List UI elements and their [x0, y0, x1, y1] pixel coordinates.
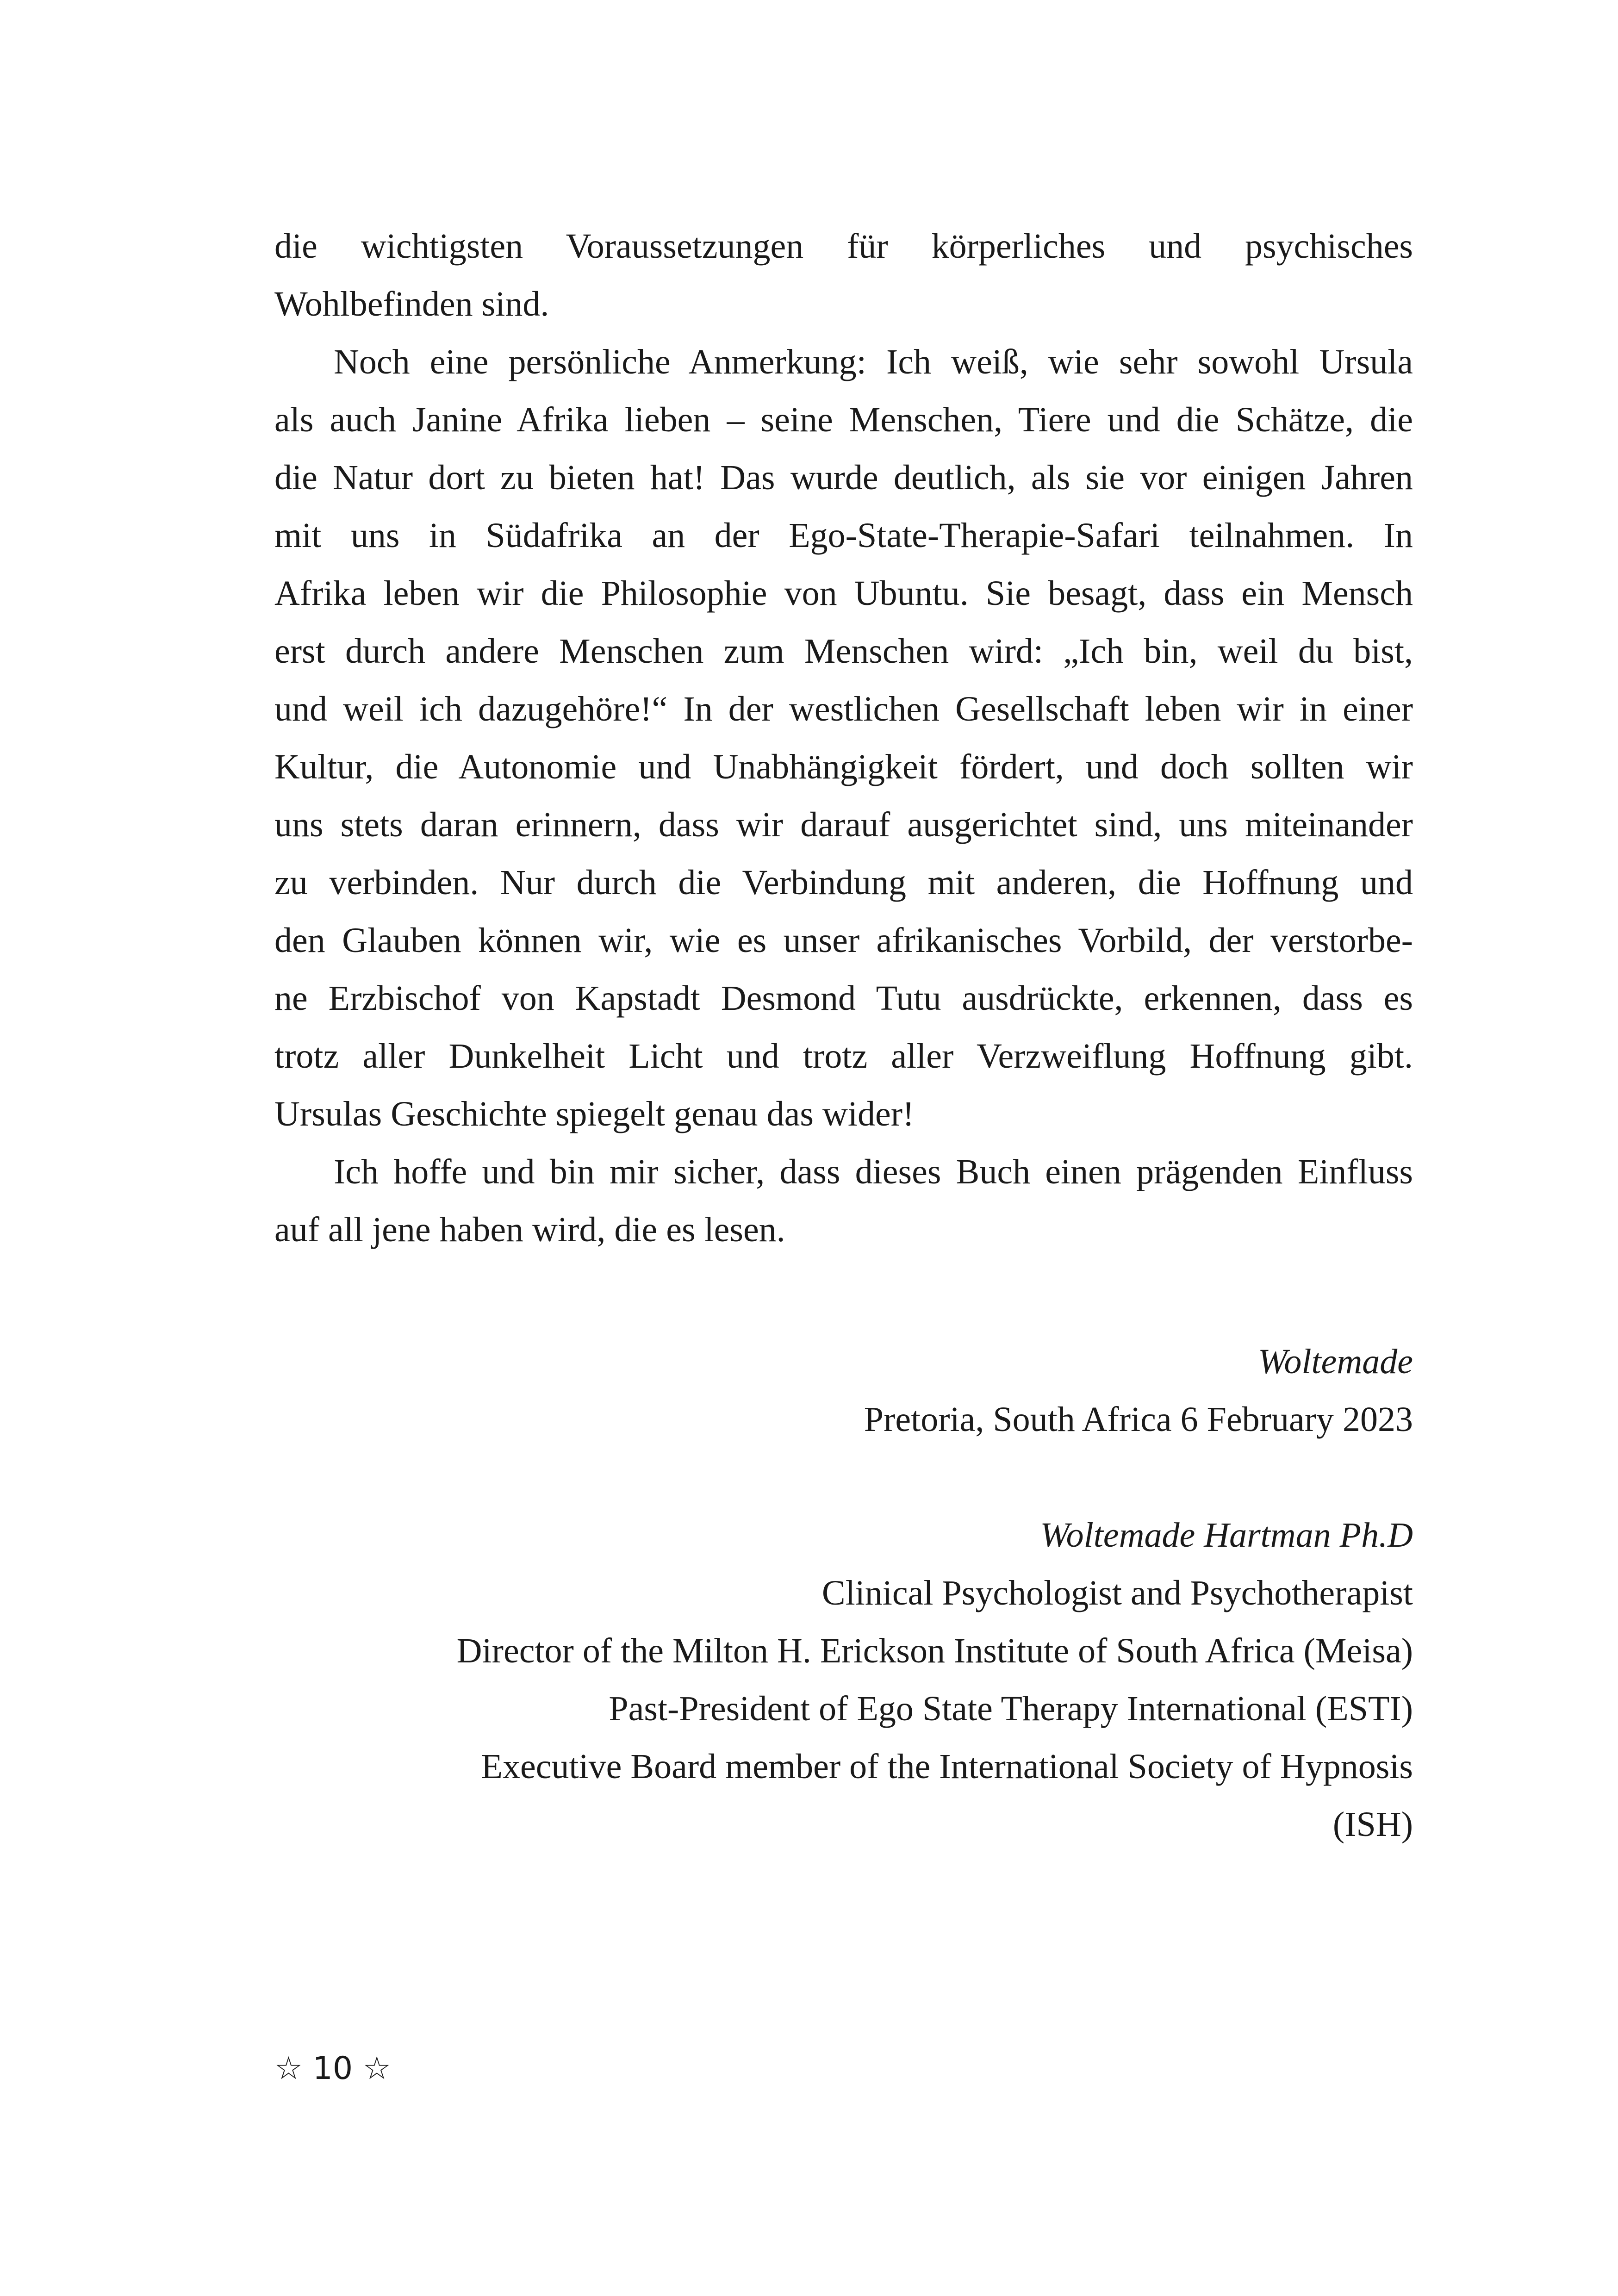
text-line: erst durch andere Menschen zum Menschen wird: „Ich bin, weil du bist,: [274, 632, 1413, 671]
text-line: den Glauben können wir, wie es unser afrikanisches Vorbild, der verstorbe-: [274, 921, 1413, 960]
text-line: als auch Janine Afrika lieben – seine Menschen, Tiere und die Schätze, die: [274, 400, 1413, 439]
text-line: auf all jene haben wird, die es lesen.: [274, 1210, 785, 1249]
text-line: Noch eine persönliche Anmerkung: Ich weiß, wie sehr sowohl Ursula: [334, 342, 1413, 381]
signature-full-name: Woltemade Hartman Ph.D: [1040, 1516, 1413, 1555]
text-line: Ich hoffe und bin mir sicher, dass dieses Buch einen prägenden Einfluss: [334, 1152, 1413, 1191]
signature-short-name: Woltemade: [1258, 1342, 1413, 1381]
star-icon: ☆: [274, 2050, 303, 2087]
text-line: die wichtigsten Voraussetzungen für körperliches und psychisches: [274, 227, 1413, 266]
text-line: zu verbinden. Nur durch die Verbindung mit anderen, die Hoffnung und: [274, 863, 1413, 902]
page-number: [274, 2046, 391, 2092]
text-line: die Natur dort zu bieten hat! Das wurde deutlich, als sie vor einigen Jahren: [274, 458, 1413, 497]
text-line: mit uns in Südafrika an der Ego-State-Therapie-Safari teilnahmen. In: [274, 516, 1413, 555]
text-line: Afrika leben wir die Philosophie von Ubuntu. Sie besagt, dass ein Mensch: [274, 574, 1413, 613]
signature-title: Director of the Milton H. Erickson Institute of South Africa (Meisa): [456, 1631, 1413, 1670]
text-line: trotz aller Dunkelheit Licht und trotz aller Verzweiflung Hoffnung gibt.: [274, 1037, 1413, 1076]
text-line: und weil ich dazugehöre!“ In der westlichen Gesellschaft leben wir in einer: [274, 690, 1413, 728]
text-line: Ursulas Geschichte spiegelt genau das wider!: [274, 1095, 915, 1133]
text-line: uns stets daran erinnern, dass wir darauf ausgerichtet sind, uns miteinander: [274, 805, 1413, 844]
body-text: [274, 218, 1413, 1259]
signature-title: Executive Board member of the International Society of Hypnosis: [481, 1747, 1413, 1786]
text-line: Wohlbefinden sind.: [274, 285, 549, 324]
text-line: ne Erzbischof von Kapstadt Desmond Tutu ausdrückte, erkennen, dass es: [274, 979, 1413, 1018]
signature-place-date: Pretoria, South Africa 6 February 2023: [864, 1400, 1413, 1439]
signature-title: (ISH): [1332, 1805, 1413, 1844]
signature-title: Clinical Psychologist and Psychotherapist: [821, 1574, 1413, 1612]
star-icon: ☆: [362, 2050, 391, 2087]
signature-title: Past-President of Ego State Therapy International (ESTI): [609, 1689, 1413, 1728]
page-number-value: 10: [312, 2050, 353, 2087]
text-line: Kultur, die Autonomie und Unabhängigkeit fördert, und doch sollten wir: [274, 747, 1413, 786]
